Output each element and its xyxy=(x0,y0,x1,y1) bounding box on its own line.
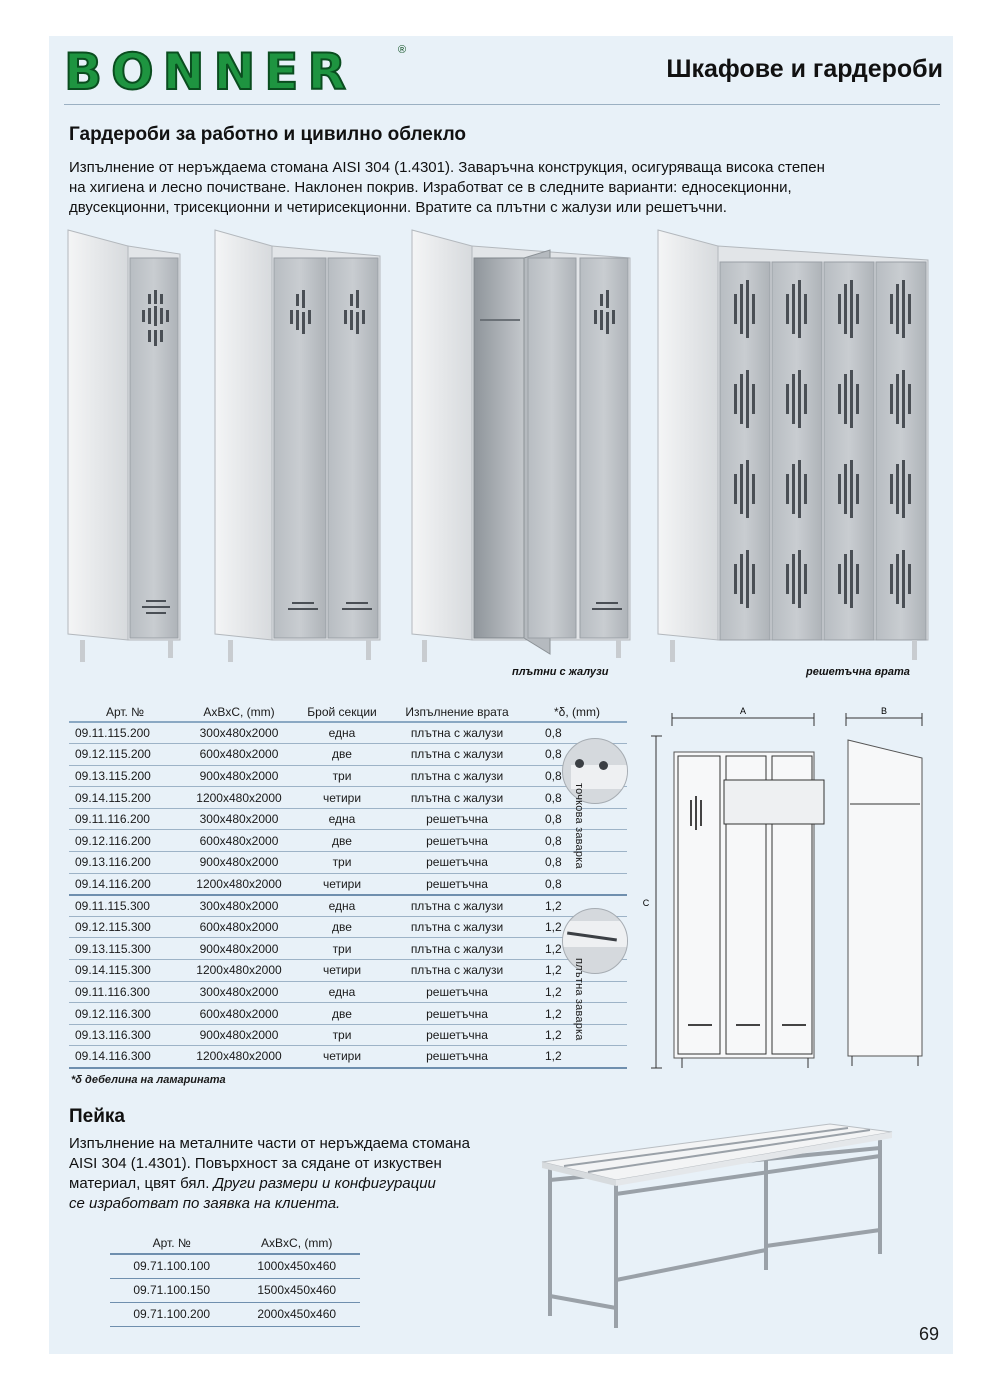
cell-dimensions: 900x480x2000 xyxy=(181,938,297,960)
cell-art-number: 09.13.116.200 xyxy=(69,852,181,874)
bench-description xyxy=(69,1134,470,1214)
cell-sections: три xyxy=(297,938,387,960)
cell-thickness: 0,8 xyxy=(527,830,627,852)
spot-weld-image xyxy=(562,738,628,804)
cell-sections: три xyxy=(297,1024,387,1046)
cell-art-number: 09.12.115.200 xyxy=(69,744,181,766)
table-row xyxy=(69,873,627,895)
cell-art-number: 09.14.115.300 xyxy=(69,960,181,982)
bench-table-row xyxy=(110,1278,360,1302)
bench-heading: Пейка xyxy=(69,1106,125,1127)
cell-thickness: 0,8 xyxy=(527,808,627,830)
cell-art-number: 09.11.115.300 xyxy=(69,895,181,917)
cell-door-type: плътна с жалузи xyxy=(387,916,527,938)
cell-art-number: 09.11.115.200 xyxy=(69,722,181,744)
col-header-door: Изпълнение врата xyxy=(387,702,527,722)
cell-dimensions: 900x480x2000 xyxy=(181,852,297,874)
table-header-row xyxy=(69,702,627,722)
cell-art-number: 09.14.116.300 xyxy=(69,1046,181,1068)
dim-label-a: A xyxy=(739,706,747,716)
wardrobe-dimension-drawing xyxy=(638,700,938,1080)
cell-thickness: 1,2 xyxy=(527,981,627,1003)
thickness-note: *δ дебелина на ламарината xyxy=(71,1074,226,1086)
cell-door-type: решетъчна xyxy=(387,873,527,895)
description-line: на хигиена и лесно почистване. Наклонен покрив. Изработват се в следните варианти: едносекционни, xyxy=(69,179,792,196)
wardrobe-four-sections-grid xyxy=(658,230,928,662)
bench-description-line xyxy=(69,1194,470,1214)
cell-thickness: 0,8 xyxy=(527,873,627,895)
table-row xyxy=(69,895,627,917)
logo-text: BONNER xyxy=(64,43,355,101)
cell-art-number: 09.14.116.200 xyxy=(69,873,181,895)
col-header-thickness: *δ, (mm) xyxy=(527,702,627,722)
page-number: 69 xyxy=(918,1324,939,1344)
cell-thickness: 1,2 xyxy=(527,1046,627,1068)
table-row xyxy=(69,744,627,766)
header-divider xyxy=(64,104,940,105)
bench-line3-plain: материал, цвят бял. xyxy=(69,1175,214,1192)
bench-cell-art-number: 09.71.100.150 xyxy=(110,1278,233,1302)
cell-art-number: 09.12.116.300 xyxy=(69,1003,181,1025)
wardrobes-heading: Гардероби за работно и цивилно облекло xyxy=(69,124,467,145)
bench-cell-art-number: 09.71.100.100 xyxy=(110,1254,233,1278)
cell-dimensions: 300x480x2000 xyxy=(181,722,297,744)
bench-table-row xyxy=(110,1254,360,1278)
cell-door-type: решетъчна xyxy=(387,1024,527,1046)
solid-weld-image xyxy=(562,908,628,974)
cell-dimensions: 300x480x2000 xyxy=(181,981,297,1003)
bench-cell-dimensions: 1500x450x460 xyxy=(233,1278,360,1302)
cell-thickness: 1,2 xyxy=(527,960,627,982)
cell-dimensions: 1200x480x2000 xyxy=(181,1046,297,1068)
table-row xyxy=(69,916,627,938)
cell-door-type: плътна с жалузи xyxy=(387,765,527,787)
cell-door-type: плътна с жалузи xyxy=(387,960,527,982)
cell-door-type: плътна с жалузи xyxy=(387,787,527,809)
bench-description-line xyxy=(69,1174,470,1194)
cell-sections: три xyxy=(297,852,387,874)
table-row xyxy=(69,1003,627,1025)
cell-sections: четири xyxy=(297,873,387,895)
cell-thickness: 0,8 xyxy=(527,787,627,809)
cell-dimensions: 600x480x2000 xyxy=(181,916,297,938)
cell-door-type: решетъчна xyxy=(387,852,527,874)
cell-door-type: решетъчна xyxy=(387,981,527,1003)
spot-weld-label: точкова заварка xyxy=(573,783,585,869)
cell-sections: две xyxy=(297,916,387,938)
cell-art-number: 09.14.115.200 xyxy=(69,787,181,809)
bench-cell-dimensions: 1000x450x460 xyxy=(233,1254,360,1278)
cell-thickness: 0,8 xyxy=(527,852,627,874)
wardrobe-spec-table xyxy=(69,702,627,1069)
table-row xyxy=(69,765,627,787)
cell-thickness: 0,8 xyxy=(527,722,627,744)
table-row xyxy=(69,787,627,809)
cell-thickness: 1,2 xyxy=(527,916,627,938)
table-row xyxy=(69,852,627,874)
dim-label-b: B xyxy=(880,706,888,716)
bench-cell-dimensions: 2000x450x460 xyxy=(233,1302,360,1326)
col-header-sections: Брой секции xyxy=(297,702,387,722)
cell-dimensions: 1200x480x2000 xyxy=(181,873,297,895)
bench-line4-italic: се изработват по заявка на клиента. xyxy=(69,1195,341,1212)
cell-sections: две xyxy=(297,744,387,766)
bench-description-line: Изпълнение на металните части от неръждаема стомана xyxy=(69,1135,470,1152)
table-row xyxy=(69,960,627,982)
bench-product-image xyxy=(530,1120,910,1330)
table-row xyxy=(69,830,627,852)
wardrobe-two-sections xyxy=(215,230,380,662)
description-line: Изпълнение от неръждаема стомана AISI 304 (1.4301). Заваръчна конструкция, осигуряваща висока степен xyxy=(69,159,825,176)
cell-sections: две xyxy=(297,1003,387,1025)
cell-sections: три xyxy=(297,765,387,787)
cell-art-number: 09.13.115.300 xyxy=(69,938,181,960)
cell-dimensions: 600x480x2000 xyxy=(181,1003,297,1025)
cell-art-number: 09.12.115.300 xyxy=(69,916,181,938)
cell-door-type: решетъчна xyxy=(387,1003,527,1025)
cell-dimensions: 300x480x2000 xyxy=(181,895,297,917)
col-header-dims: AxBxC, (mm) xyxy=(181,702,297,722)
cell-dimensions: 1200x480x2000 xyxy=(181,787,297,809)
wardrobe-product-images xyxy=(60,224,940,664)
bonner-logo xyxy=(64,44,414,100)
bench-table-row xyxy=(110,1302,360,1326)
cell-dimensions: 600x480x2000 xyxy=(181,830,297,852)
cell-dimensions: 1200x480x2000 xyxy=(181,960,297,982)
cell-sections: две xyxy=(297,830,387,852)
table-row xyxy=(69,1046,627,1068)
wardrobes-description xyxy=(69,158,825,218)
cell-sections: четири xyxy=(297,787,387,809)
cell-art-number: 09.12.116.200 xyxy=(69,830,181,852)
table-row xyxy=(69,981,627,1003)
cell-sections: една xyxy=(297,808,387,830)
cell-sections: една xyxy=(297,981,387,1003)
cell-dimensions: 600x480x2000 xyxy=(181,744,297,766)
table-row xyxy=(69,722,627,744)
cell-art-number: 09.13.116.300 xyxy=(69,1024,181,1046)
wardrobe-one-section xyxy=(68,230,180,662)
wardrobe-three-sections-open xyxy=(412,230,630,662)
page-title: Шкафове и гардероби xyxy=(666,55,943,83)
cell-thickness: 0,8 xyxy=(527,744,627,766)
cell-door-type: плътна с жалузи xyxy=(387,722,527,744)
table-row xyxy=(69,1024,627,1046)
table-row xyxy=(69,938,627,960)
cell-thickness: 1,2 xyxy=(527,895,627,917)
bench-cell-art-number: 09.71.100.200 xyxy=(110,1302,233,1326)
cell-sections: четири xyxy=(297,1046,387,1068)
description-line: двусекционни, трисекционни и четирисекционни. Вратите са плътни с жалузи или решетъчни. xyxy=(69,199,727,216)
cell-thickness: 1,2 xyxy=(527,1024,627,1046)
cell-door-type: решетъчна xyxy=(387,1046,527,1068)
bench-line3-italic: Други размери и конфигурации xyxy=(213,1175,436,1192)
cell-art-number: 09.11.116.200 xyxy=(69,808,181,830)
cell-dimensions: 900x480x2000 xyxy=(181,1024,297,1046)
cell-art-number: 09.13.115.200 xyxy=(69,765,181,787)
bench-col-header-dims: AxBxC, (mm) xyxy=(233,1232,360,1254)
cell-thickness: 0,8 xyxy=(527,765,627,787)
cell-door-type: плътна с жалузи xyxy=(387,938,527,960)
cell-sections: четири xyxy=(297,960,387,982)
bench-table-header-row xyxy=(110,1232,360,1254)
cell-dimensions: 900x480x2000 xyxy=(181,765,297,787)
table-row xyxy=(69,808,627,830)
cell-door-type: плътна с жалузи xyxy=(387,895,527,917)
cell-art-number: 09.11.116.300 xyxy=(69,981,181,1003)
caption-grid-door: решетъчна врата xyxy=(806,666,910,678)
solid-weld-label: плътна заварка xyxy=(573,958,585,1041)
col-header-art: Арт. № xyxy=(69,702,181,722)
cell-thickness: 1,2 xyxy=(527,938,627,960)
bench-spec-table xyxy=(110,1232,360,1327)
bench-col-header-art: Арт. № xyxy=(110,1232,233,1254)
cell-door-type: решетъчна xyxy=(387,830,527,852)
logo-registered-mark: ® xyxy=(398,44,407,56)
cell-door-type: плътна с жалузи xyxy=(387,744,527,766)
dim-label-c: C xyxy=(642,898,650,908)
cell-door-type: решетъчна xyxy=(387,808,527,830)
caption-solid-doors: плътни с жалузи xyxy=(512,666,609,678)
cell-thickness: 1,2 xyxy=(527,1003,627,1025)
cell-sections: една xyxy=(297,895,387,917)
cell-dimensions: 300x480x2000 xyxy=(181,808,297,830)
bench-description-line: AISI 304 (1.4301). Повърхност за сядане от изкуствен xyxy=(69,1155,442,1172)
cell-sections: една xyxy=(297,722,387,744)
